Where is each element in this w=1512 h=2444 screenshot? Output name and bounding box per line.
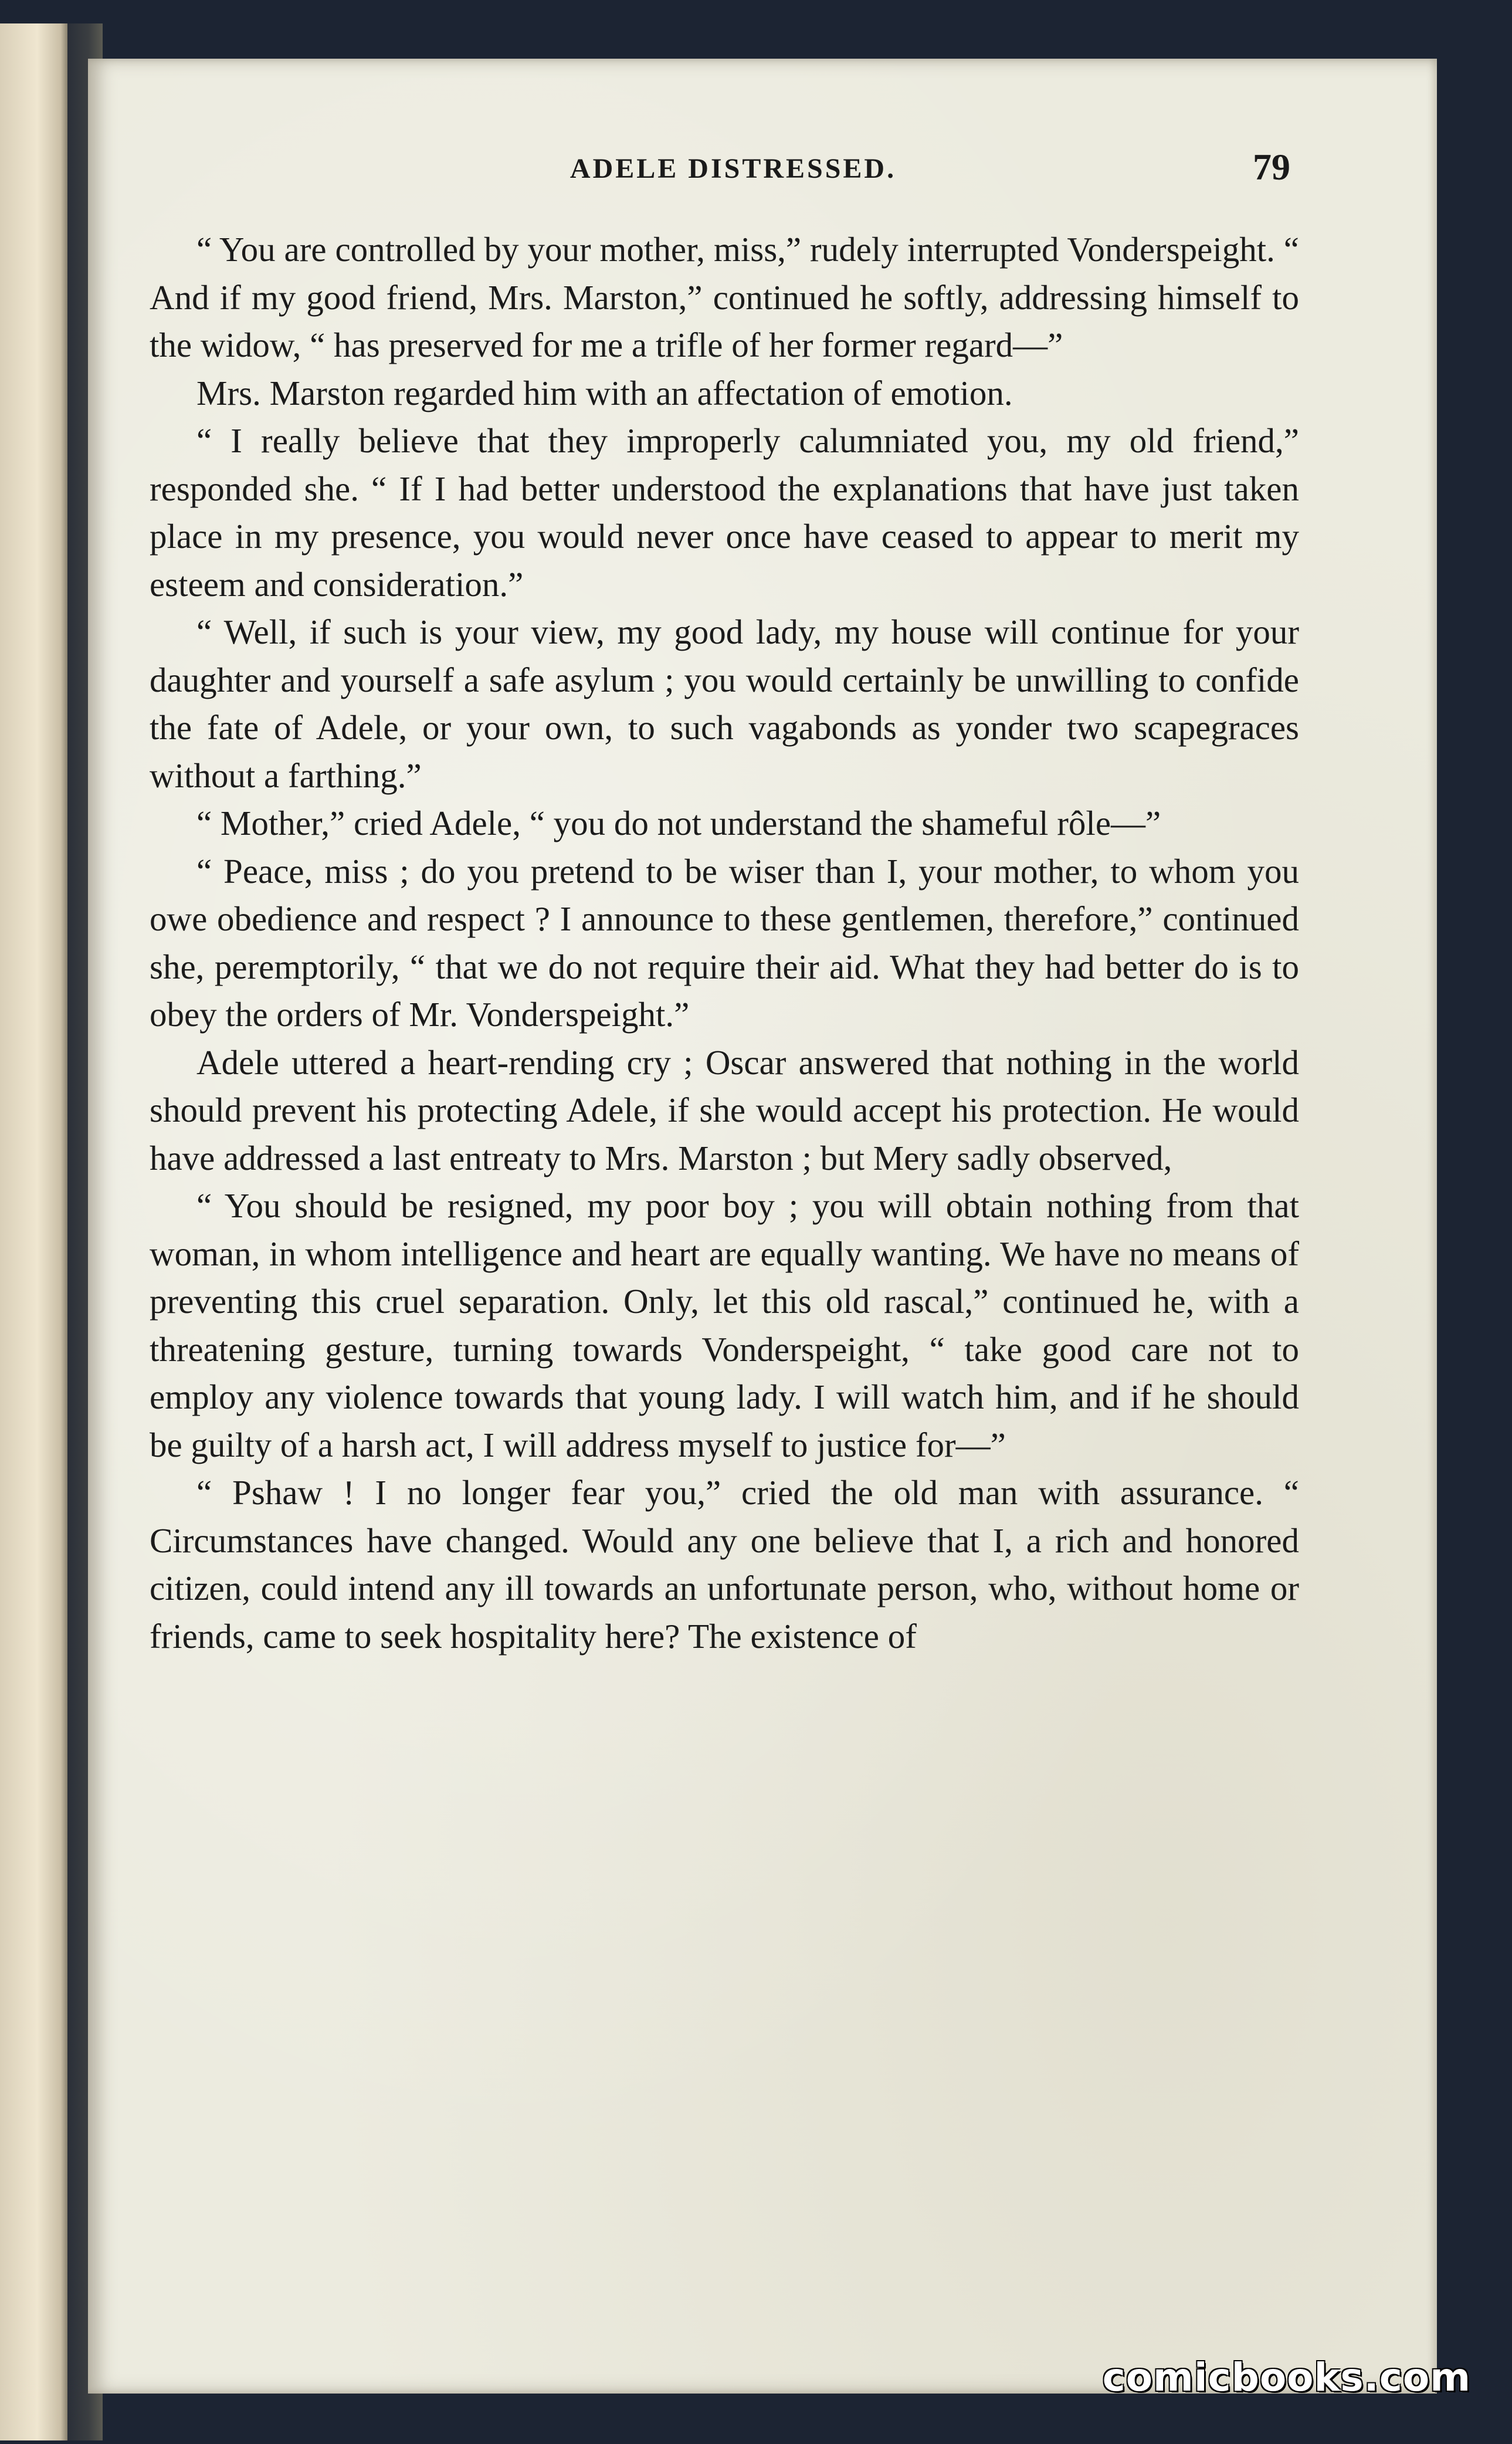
paragraph: “ You are controlled by your mother, miss,” rudely interrupted Vonderspeight. “ And if my good friend, Mrs. Marston,” continued he softly, addressing himself to the widow, “ has preserved for me a trifle of her former regard—” bbox=[150, 230, 1299, 364]
paragraph: “ Well, if such is your view, my good lady, my house will continue for your daughter and yourself a safe asylum ; you would certainly be unwilling to confide the fate of Adele, or your own, to such vagabonds as yonder two scapegraces without a farthing.” bbox=[150, 612, 1299, 795]
body-text bbox=[150, 226, 1299, 1660]
paragraph: “ Peace, miss ; do you pretend to be wiser than I, your mother, to whom you owe obedience and respect ? I announce to these gentlemen, therefore,” continued she, peremptorily, “ that we do not require their aid. What they had better do is to obey the orders of Mr. Vonderspeight.” bbox=[150, 851, 1299, 1034]
paragraph: Adele uttered a heart-rending cry ; Oscar answered that nothing in the world should prevent his protecting Adele, if she would accept his protection. He would have addressed a last entreaty to Mrs. Marston ; but Mery sadly observed, bbox=[150, 1042, 1299, 1177]
paragraph: “ Mother,” cried Adele, “ you do not understand the shameful rôle—” bbox=[196, 804, 1161, 842]
site-watermark: comicbooks.com bbox=[1102, 2355, 1471, 2400]
paragraph: “ Pshaw ! I no longer fear you,” cried the old man with assurance. “ Circumstances have changed. Would any one believe that I, a rich and honored citizen, could intend any ill towards an unfortunate person, who, without home or friends, came to seek hospitality here? The existence of bbox=[150, 1473, 1299, 1656]
running-header bbox=[176, 141, 1290, 194]
paragraph: “ You should be resigned, my poor boy ; you will obtain nothing from that woman, in whom intelligence and heart are equally wanting. We have no means of preventing this cruel separation. Only, let this old rascal,” continued he, with a threatening gesture, turning towards Vonderspeight, “ take good care not to employ any violence towards that young lady. I will watch him, and if he should be guilty of a harsh act, I will address myself to justice for—” bbox=[150, 1186, 1299, 1464]
paragraph: Mrs. Marston regarded him with an affectation of emotion. bbox=[196, 373, 1013, 412]
running-title: ADELE DISTRESSED. bbox=[569, 153, 897, 184]
page-number: 79 bbox=[1253, 146, 1290, 188]
paragraph: “ I really believe that they improperly calumniated you, my old friend,” responded she. “ If I had better understood the explanations that have just taken place in my presence, you would never once have ceased to appear to merit my esteem and consideration.” bbox=[150, 421, 1299, 604]
previous-page-edge bbox=[0, 23, 71, 2440]
